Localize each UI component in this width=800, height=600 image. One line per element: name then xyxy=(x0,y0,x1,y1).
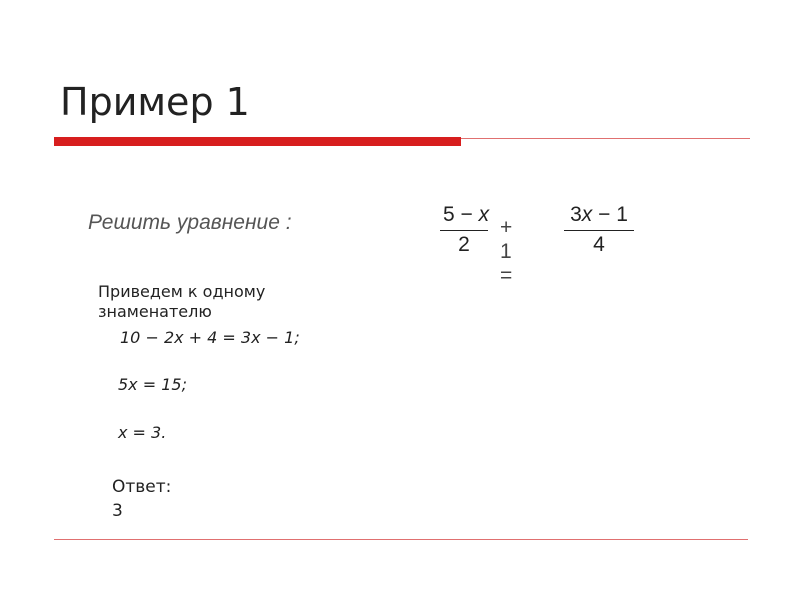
plus-one-equals: + 1 = xyxy=(500,216,513,287)
rhs-numerator xyxy=(564,203,634,227)
answer-label: Ответ: xyxy=(112,477,172,497)
title-rule xyxy=(461,138,750,139)
rhs-numerator-var: x xyxy=(581,203,593,226)
solution-step-1: 10 − 2х + 4 = 3х − 1; xyxy=(120,328,300,347)
lhs-fraction-bar xyxy=(440,230,488,231)
rhs-fraction-bar xyxy=(564,230,634,231)
rhs-numerator-coef: 3 xyxy=(570,203,582,226)
solution-intro: Приведем к одному знаменателю xyxy=(98,282,266,321)
title-accent-bar xyxy=(54,137,461,146)
lhs-numerator-var: x xyxy=(478,203,490,226)
solution-step-3: х = 3. xyxy=(118,423,167,442)
lhs-numerator-const: 5 − xyxy=(443,203,473,226)
rhs-denominator: 4 xyxy=(593,233,605,256)
slide-title: Пример 1 xyxy=(60,80,250,124)
lhs-numerator xyxy=(440,203,488,227)
solution-step-2: 5х = 15; xyxy=(118,375,187,394)
lhs-fraction xyxy=(440,203,488,257)
rhs-fraction xyxy=(564,203,634,257)
answer-block xyxy=(112,475,202,523)
task-label: Решить уравнение : xyxy=(88,211,292,234)
answer-value: 3 xyxy=(112,501,123,521)
rhs-numerator-const: − 1 xyxy=(598,203,628,226)
lhs-denominator: 2 xyxy=(458,233,470,256)
bottom-rule xyxy=(54,539,748,540)
